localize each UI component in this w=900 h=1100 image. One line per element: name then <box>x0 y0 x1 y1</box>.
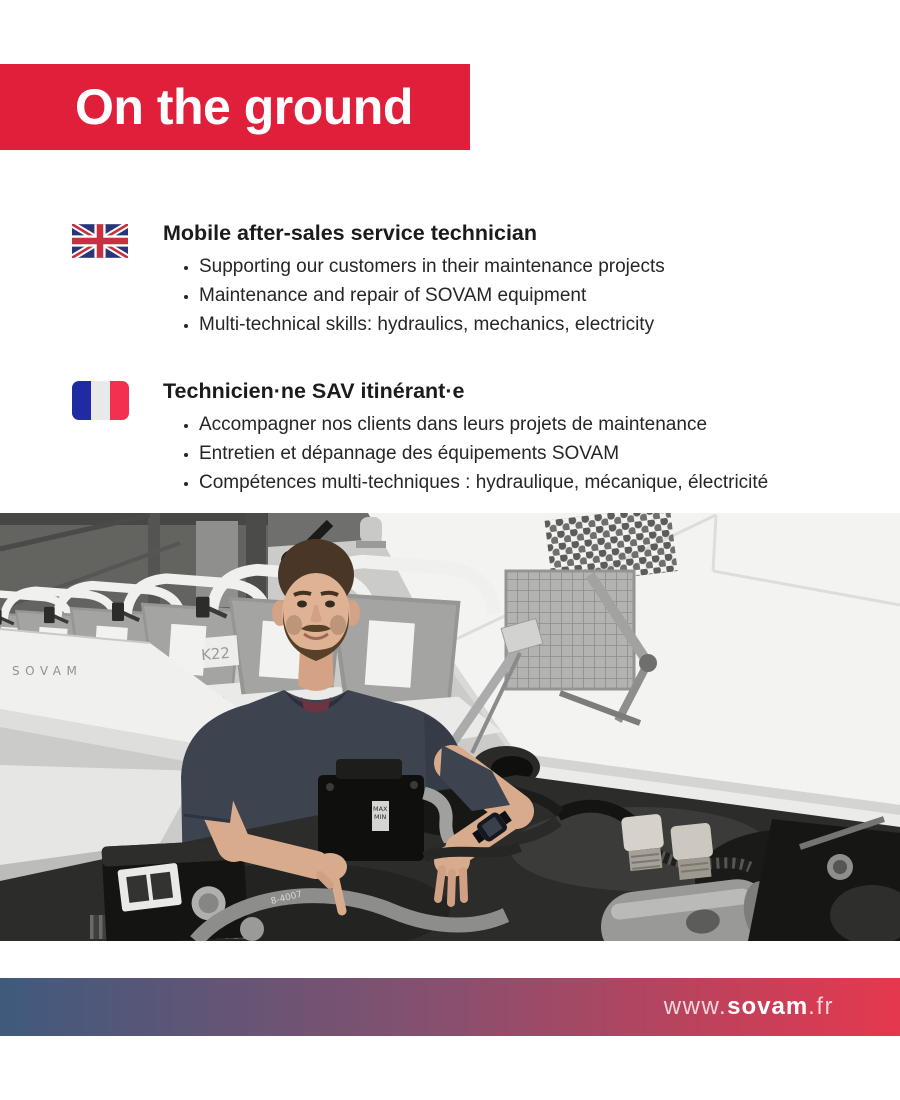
english-heading: Mobile after-sales service technician <box>163 221 538 245</box>
url-suffix: .fr <box>808 993 834 1020</box>
french-heading: Technicien·ne SAV itinérant·e <box>163 379 465 403</box>
french-section <box>72 379 890 497</box>
beacon-light <box>360 517 382 543</box>
page-title: On the ground <box>75 79 413 135</box>
hose-label: 8-4007 <box>269 889 304 908</box>
bullet-item: • Accompagner nos clients dans leurs projets de maintenance <box>199 410 890 439</box>
bullet-item: • Multi-technical skills: hydraulics, mechanics, electricity <box>199 310 890 339</box>
bullet-item: • Entretien et dépannage des équipements SOVAM <box>199 439 890 468</box>
france-flag-icon <box>72 381 129 425</box>
title-banner <box>0 64 470 150</box>
english-texts <box>163 221 890 339</box>
website-url <box>664 993 834 1021</box>
svg-text:MIN: MIN <box>374 813 387 821</box>
bullet-item: • Supporting our customers in their maintenance projects <box>199 252 890 281</box>
bullet-item: • Maintenance and repair of SOVAM equipment <box>199 281 890 310</box>
uk-flag-svg <box>72 224 128 258</box>
bullet-item: • Compétences multi-techniques : hydraulique, mécanique, électricité <box>199 468 890 497</box>
france-flag-svg <box>72 381 129 420</box>
url-prefix: www. <box>663 993 728 1020</box>
uk-flag-icon <box>72 224 128 263</box>
footer-bar <box>0 978 900 1036</box>
windshield-tag <box>193 635 239 669</box>
french-texts <box>163 379 890 497</box>
photo-scene <box>0 513 900 941</box>
technician-photo <box>0 513 900 941</box>
english-section <box>72 221 890 339</box>
sovam-hood-logo: SOVAM <box>12 664 83 678</box>
url-brand: sovam <box>727 993 809 1020</box>
svg-text:MAX: MAX <box>373 805 388 813</box>
english-bullet-list <box>163 252 890 339</box>
svg-text:K22: K22 <box>200 643 231 665</box>
french-bullet-list <box>163 410 890 497</box>
